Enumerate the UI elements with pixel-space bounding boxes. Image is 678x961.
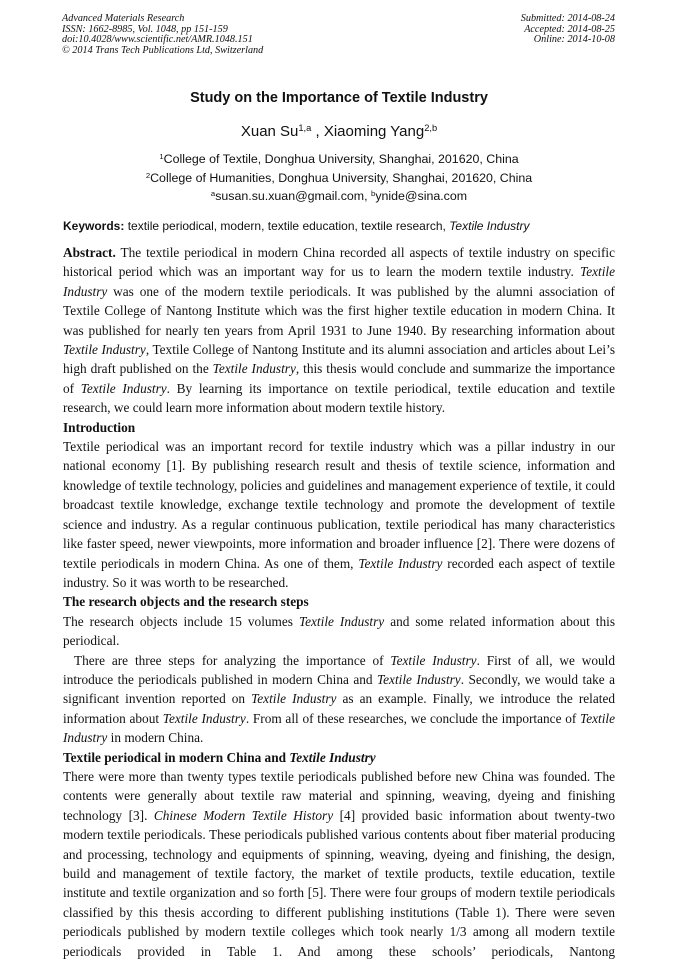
text-run: and some related information about this periodical. [63,613,616,649]
text-run: Textile periodical in modern China and [63,749,290,765]
italic-text: Textile Industry [63,342,146,358]
italic-text: Textile Industry [390,652,477,668]
italic-text: Chinese Modern Textile History [153,807,334,823]
text-run: was one of the modern textile periodicals. It was published by the alumni association of Textile College of Nantong Institute which was the first higher textile education in modern China. It was published for nearly ten years from April 1931 to June 1940. By researching information about [63,283,615,338]
section-heading [63,592,615,611]
issn-volume: ISSN: 1662-8985, Vol. 1048, pp 151-159 [62,23,228,35]
text-run: as an example. Finally, we introduce the related information about [63,691,616,726]
italic-text: Textile Industry [212,361,296,377]
text-run: , Textile College of Nantong Institute and its alumni association and articles about Lei’s high draft published on the [63,342,615,377]
text-run: in modern China. [107,730,204,746]
abstract-text [63,245,615,415]
journal-info [62,14,263,56]
text-run: . First of all, we would introduce the periodicals published in modern China and [63,652,615,687]
paragraph [63,767,615,961]
paragraph [63,437,615,592]
italic-text: Textile Industry [63,710,615,746]
author-name: Xuan Su [240,123,299,140]
submitted-date: Submitted: 2014-08-24 [520,13,615,24]
section-heading [63,418,615,437]
italic-text: Textile Industry [63,264,615,299]
text-run: The research objects and the research steps [63,594,309,610]
author-name: Xiaoming Yang [323,123,425,140]
abstract-label: Abstract. [63,245,116,260]
section-heading [63,748,615,767]
online-date: Online: 2014-10-08 [533,34,615,46]
email-separator: , [364,189,372,203]
accepted-date: Accepted: 2014-08-25 [524,23,615,35]
author-emails [0,189,678,203]
paper-body [63,243,615,961]
text-run: There are three steps for analyzing the importance of [74,652,391,668]
italic-text: Textile Industry [289,749,376,765]
text-run: The textile periodical in modern China recorded all aspects of textile industry on specific historical period which was an important way for us to learn the modern textile industry. [63,245,615,280]
paragraph [63,612,615,651]
italic-text: Textile Industry [376,671,461,687]
author-list [0,123,678,140]
text-run: , this thesis would conclude and summarize the importance of [63,361,615,396]
keywords-label: Keywords: [63,219,125,233]
affiliation-text: College of Textile, Donghua University, Shanghai, 201620, China [163,152,519,166]
affiliation-text: College of Humanities, Donghua University, Shanghai, 201620, China [150,171,533,185]
affiliation-mark: 1 [159,151,164,161]
italic-text: Textile Industry [298,613,385,629]
email-link[interactable]: ynide@sina.com [375,189,468,203]
journal-name: Advanced Materials Research [62,13,185,24]
text-run: [4] provided basic information about twenty-two modern textile periodicals. These periodicals published various contents about fiber material producing and processing, technology and equipments of spinning, weaving, dyeing and finishing, the design, build and management of textile factory, the market of textile products, textile education, textile institute and textile organization and so forth [5]. There were four groups of modern textile periodicals classified by this thesis according to different publishing institutions (Table 1). There were seven periodicals published by modern textile colleges which took nearly 1/3 among all modern textile periodicals provided in Table 1. And among these schools’ periodicals, Nantong [63,807,616,959]
italic-text: Textile Industry [80,380,167,396]
affiliation [0,171,678,185]
text-run: . By learning its importance on textile periodical, textile education and textile research, we could learn more information about modern textile history. [63,380,615,416]
email-mark: b [371,188,376,198]
text-run: There were more than twenty types textile periodicals published before new China was founded. The contents were generally about textile raw material and spinning, weaving, dyeing and finishing technology [3]. [63,768,615,823]
affiliation-mark: 2 [145,170,151,180]
affiliation [0,152,678,166]
paragraph [63,651,615,748]
italic-text: Textile Industry [358,555,443,571]
copyright: © 2014 Trans Tech Publications Ltd, Switzerland [62,44,264,56]
text-run: Textile periodical was an important record for textile industry which was a pillar industry in our national economy [1]. By publishing research result and thesis of textile science, information and knowledge of textile technology, policies and guidelines and management experience of textile, it could broadcast textile knowledge, exchange textile technology and promote the development of textile science and industry. As a regular continuous publication, textile periodical has many characteristics like faster speed, newer viewpoints, more information and broader influence [2]. There were dozens of textile periodicals in modern China. As one of them, [63,439,615,571]
text-run: The research objects include 15 volumes [63,613,299,629]
text-run: . Secondly, we would take a significant invention reported on [63,671,616,707]
author-separator: , [311,123,324,140]
keywords-italic: Textile Industry [449,219,530,233]
italic-text: Textile Industry [251,691,337,707]
email-mark: a [210,188,216,198]
keywords [63,219,529,233]
email-link[interactable]: susan.su.xuan@gmail.com [215,189,365,203]
abstract [63,243,615,418]
author-affiliation-mark: 2,b [424,122,438,133]
text-run: Introduction [63,419,136,435]
text-run: . From all of these researches, we conclude the importance of [245,710,581,726]
sections [63,418,615,961]
keywords-list: textile periodical, modern, textile education, textile research, [124,219,450,233]
doi: doi:10.4028/www.scientific.net/AMR.1048.151 [62,34,253,46]
author-affiliation-mark: 1,a [298,122,312,133]
paper-title: Study on the Importance of Textile Industry [190,90,488,106]
publication-dates [521,14,615,46]
text-run: recorded each aspect of textile industry. So it was worth to be researched. [63,555,615,590]
italic-text: Textile Industry [162,710,246,726]
